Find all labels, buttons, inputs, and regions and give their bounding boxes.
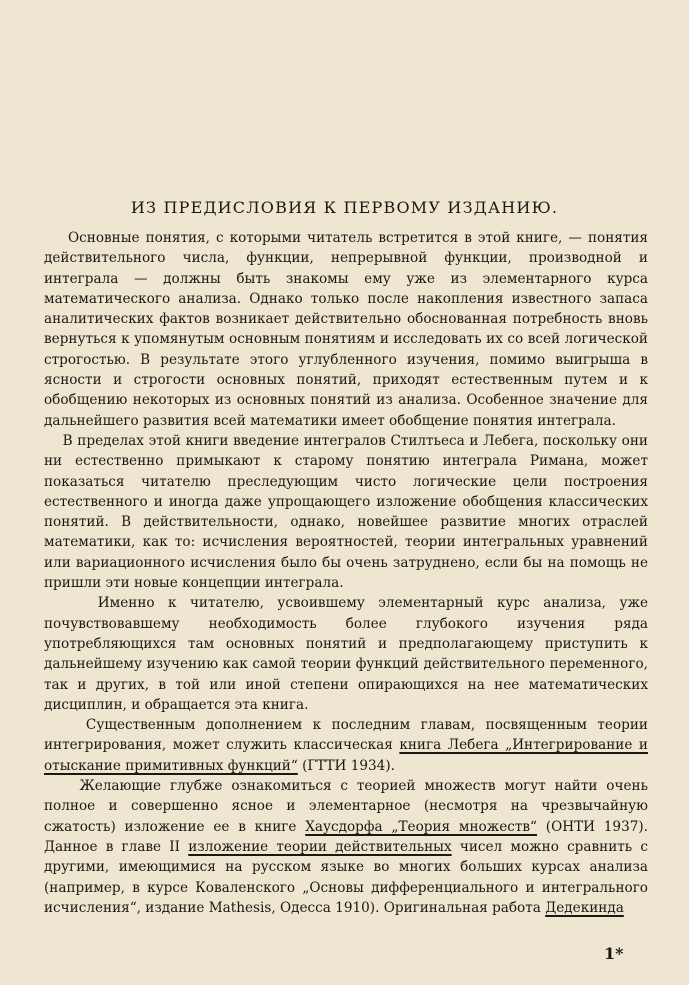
dedekind-reference: Дедекинда: [545, 899, 624, 916]
paragraph-2: [44, 431, 648, 593]
paragraph-text: Основные понятия, с которыми читатель встретится в этой книге, — понятия действительного числа, функции, непрерывной функции, производной и интеграла — должны быть знакомы ему уже из элементарного курса математического анализа. Однако только после накопления известного запаса аналитических фактов возникает действительно обоснованная потребность вновь вернуться к упомянутым основным понятиям и исследовать их со всей логической строгостью. В результате этого углубленного изучения, помимо выигрыша в ясности и строгости основных понятий, приходят естественным путем и к обобщению некоторых из основных понятий из анализа. Особенное значение для дальнейшего развития всей математики имеет обобщение понятия интеграла.: [44, 230, 648, 429]
hausdorff-book-reference: Хаусдорфа „Теория множеств“: [305, 818, 537, 835]
paragraph-3: [44, 593, 648, 715]
paragraph-text: В пределах этой книги введение интегралов Стилтьеса и Лебега, поскольку они ни естественно примыкают к старому понятию интеграла Римана, может показаться читателю преследующим чисто логические цели построения естественного и иногда даже упрощающего изложение обобщения классических понятий. В действительности, однако, новейшее развитие многих отраслей математики, как то: исчисления вероятностей, теории интегральных уравнений или вариационного исчисления было бы очень затруднено, если бы на помощь не пришли эти новые концепции интеграла.: [44, 432, 648, 592]
underlined-phrase: изложение теории действительных: [188, 838, 452, 855]
paragraph-text: чисел можно сравнить с другими, имеющимися на русском языке во многих больших курсах анализа (например, в курсе Коваленского „Основы дифференциального и интегрального исчисления“, издание Mathesis, Одесса 1910). Оригинальная работа: [44, 838, 648, 916]
paragraph-5: [44, 776, 648, 918]
paragraph-text: Именно к читателю, усвоившему элементарный курс анализа, уже почувствовавшему необходимость более глубокого изучения ряда употребляющихся там основных понятий и предполагающему приступить к дальнейшему изучению как самой теории функций действительного переменного, так и других, в той или иной степени опирающихся на нее математических дисциплин, и обращается эта книга.: [44, 595, 648, 713]
paragraph-1: [44, 228, 648, 431]
body-text: [44, 228, 648, 918]
paragraph-text: (ГТТИ 1934).: [297, 757, 395, 774]
page-number: 1*: [604, 944, 624, 963]
lebesgue-book-reference: книга Лебега „Интегрирование и отыскание примитивных функций“: [44, 737, 648, 774]
paragraph-text: Существенным дополнением к последним главам, посвященным теории интегрирования, может служить классическая: [44, 717, 648, 754]
paragraph-text: (ОНТИ 1937). Данное в главе II: [44, 818, 648, 855]
paragraph-text: Желающие глубже ознакомиться с теорией множеств могут найти очень полное и совершенно ясное и элементарное (несмотря на чрезвычайную сжатость) изложение ее в книге: [44, 778, 648, 835]
page-title: ИЗ ПРЕДИСЛОВИЯ К ПЕРВОМУ ИЗДАНИЮ.: [130, 198, 559, 217]
paragraph-4: [44, 715, 648, 776]
